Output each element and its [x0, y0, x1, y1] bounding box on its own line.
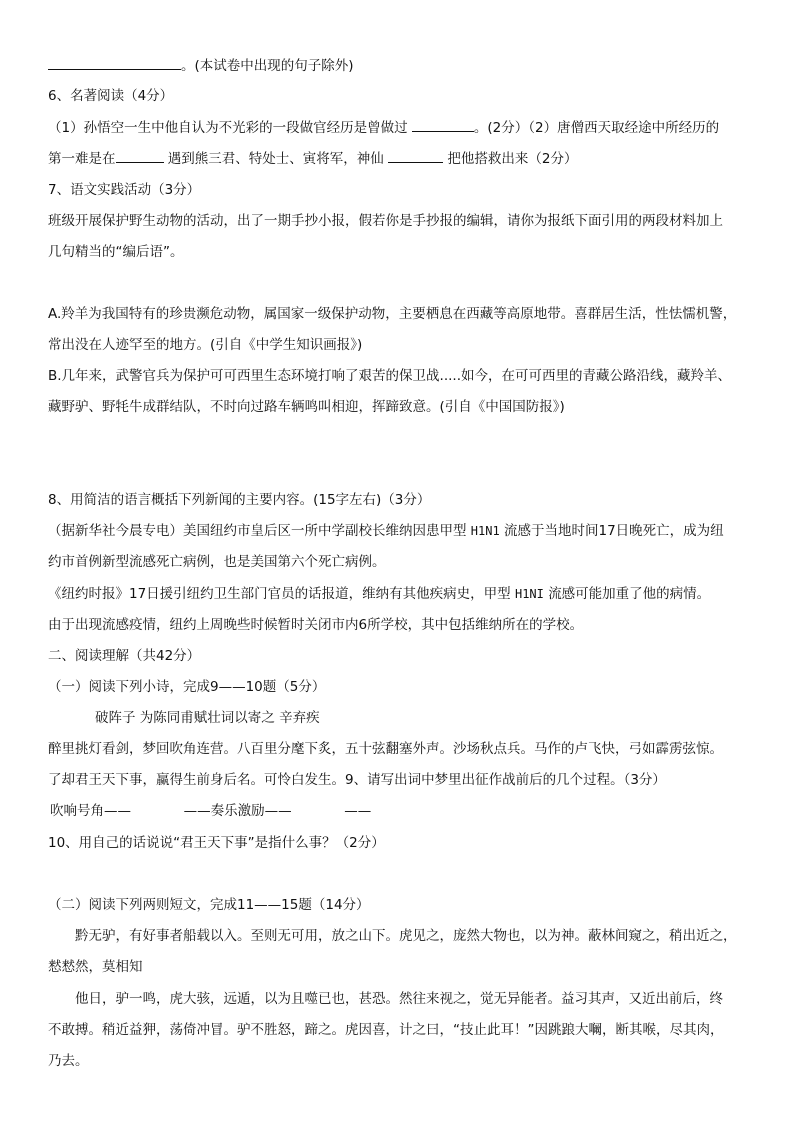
answer-blank[interactable] [48, 55, 181, 70]
question-8-heading: 8、用简洁的语言概括下列新闻的主要内容。(15字左右)（3分） [48, 492, 431, 508]
news-paragraph-2: 《纽约时报》17日援引纽约卫生部门官员的话报道，维纳有其他疾病史，甲型 H1NI 流感可能加重了他的病情。 [48, 586, 711, 602]
passage-paragraph-1-cont: 慭慭然，莫相知 [48, 959, 143, 975]
question-6-part2: 第一难是在 遇到熊三君、特处士、寅将军，神仙 把他搭救出来（2分） [48, 148, 577, 169]
question-9-answer-frame: 吹响号角—— ——奏乐激励—— —— [50, 803, 372, 819]
poem-line-1: 醉里挑灯看剑，梦回吹角连营。八百里分麾下炙，五十弦翻塞外声。沙场秋点兵。马作的卢飞快，弓如霹雳弦惊。 [48, 741, 723, 757]
material-b-cont: 藏野驴、野牦牛成群结队，不时向过路车辆鸣叫相迎，挥蹄致意。(引自《中国国防报》) [48, 399, 565, 415]
poem-title: 破阵子 为陈同甫赋壮词以寄之 辛弃疾 [95, 710, 320, 726]
material-a-cont: 常出没在人迹罕至的地方。(引自《中学生知识画报》) [48, 337, 363, 353]
question-10: 10、用自己的话说说“君王天下事”是指什么事？（2分） [48, 835, 385, 851]
news-paragraph-1-cont: 约市首例新型流感死亡病例，也是美国第六个死亡病例。 [48, 554, 386, 570]
question-7-prompt-cont: 几句精当的“编后语”。 [48, 244, 184, 260]
passage-paragraph-2-cont: 不敢搏。稍近益狎，荡倚冲冒。驴不胜怒，蹄之。虎因喜，计之曰，“技止此耳！”因跳踉大㘎，断其喉，尽其肉， [48, 1022, 724, 1038]
part-2-heading: （二）阅读下列两则短文，完成11——15题（14分） [48, 897, 370, 913]
answer-blank[interactable] [116, 148, 164, 163]
material-a: A.羚羊为我国特有的珍贵濒危动物，属国家一级保护动物，主要栖息在西藏等高原地带。喜群居生活，性怯懦机警， [48, 306, 737, 322]
question-5-tail: 。(本试卷中出现的句子除外) [48, 55, 354, 76]
question-7-prompt: 班级开展保护野生动物的活动，出了一期手抄小报，假若你是手抄报的编辑，请你为报纸下面引用的两段材料加上 [48, 213, 723, 229]
question-6-part1: （1）孙悟空一生中他自认为不光彩的一段做官经历是曾做过 。(2分）（2）唐僧西天取经途中所经历的 [48, 117, 719, 138]
passage-paragraph-2-end: 乃去。 [48, 1053, 89, 1069]
answer-blank[interactable] [412, 117, 474, 132]
news-paragraph-3: 由于出现流感疫情，纽约上周晚些时候暂时关闭市内6所学校，其中包括维纳所在的学校。 [48, 617, 584, 633]
answer-blank[interactable] [388, 148, 443, 163]
part-1-heading: （一）阅读下列小诗，完成9——10题（5分） [48, 679, 326, 695]
material-b: B.几年来，武警官兵为保护可可西里生态环境打响了艰苦的保卫战.....如今，在可可西里的青藏公路沿线，藏羚羊、 [48, 368, 732, 384]
poem-line-2: 了却君王天下事，赢得生前身后名。可怜白发生。9、请写出词中梦里出征作战前后的几个过程。（3分） [48, 772, 666, 788]
passage-paragraph-1: 黔无驴，有好事者船载以入。至则无可用，放之山下。虎见之，庞然大物也，以为神。蔽林间窥之，稍出近之， [75, 928, 737, 944]
news-paragraph-1: （据新华社今晨专电）美国纽约市皇后区一所中学副校长维纳因患甲型 H1N1 流感于当地时间17日晚死亡，成为纽 [48, 523, 724, 539]
passage-paragraph-2: 他日，驴一鸣，虎大骇，远遁，以为且噬已也，甚恐。然往来视之，觉无异能者。益习其声，又近出前后，终 [75, 991, 723, 1007]
question-7-heading: 7、语文实践活动（3分） [48, 182, 201, 198]
question-6-heading: 6、名著阅读（4分） [48, 88, 174, 104]
section-2-heading: 二、阅读理解（共42分） [48, 648, 201, 664]
